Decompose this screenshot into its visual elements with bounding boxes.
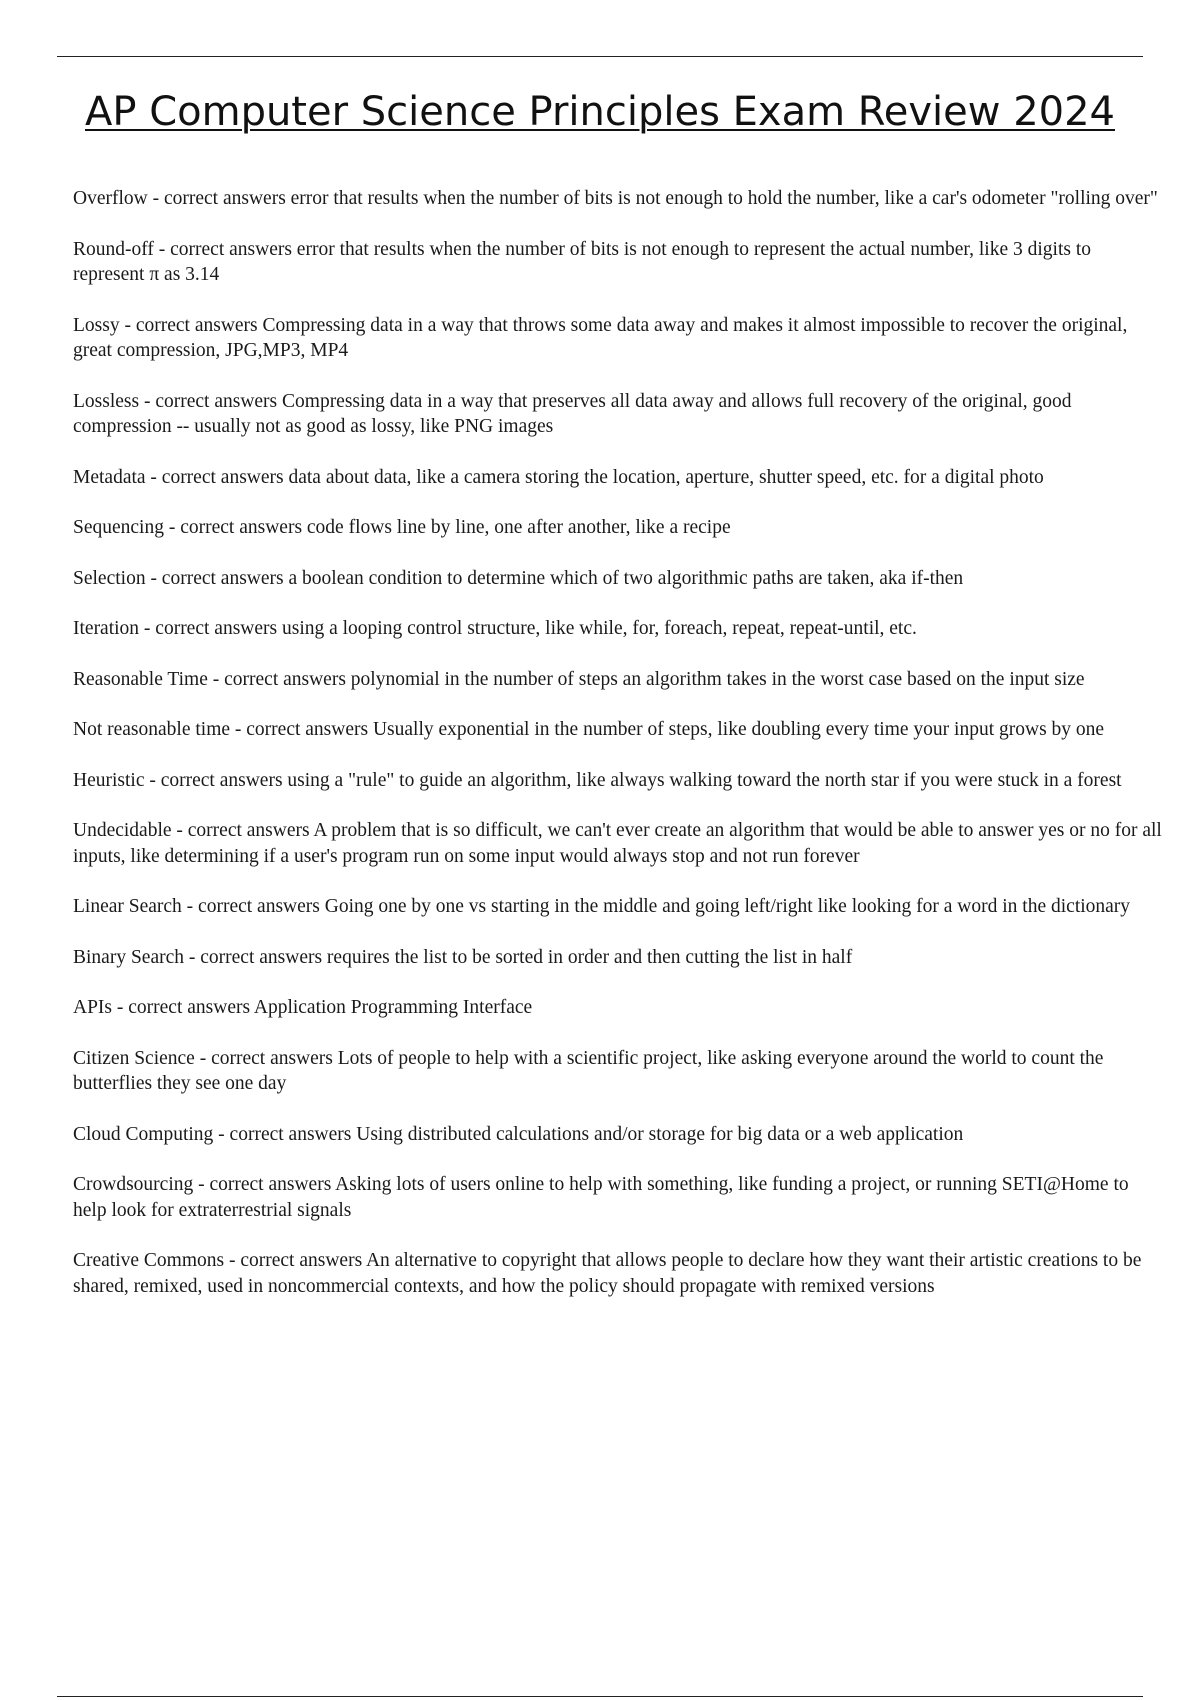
glossary-entry-undecidable: Undecidable - correct answers A problem that is so difficult, we can't ever create an algorithm that would be able to answer yes or no for all inputs, like determining if a user's program run on some input would always stop and not run forever [73, 820, 1162, 867]
glossary-entry-citizen-science: Citizen Science - correct answers Lots of people to help with a scientific project, like asking everyone around the world to count the butterflies they see one day [73, 1047, 1104, 1094]
glossary-entry-apis: APIs - correct answers Application Programming Interface [73, 997, 533, 1018]
bottom-divider [57, 1696, 1143, 1697]
glossary-entry-overflow: Overflow - correct answers error that results when the number of bits is not enough to hold the number, like a car's odometer "rolling over" [73, 188, 1158, 209]
glossary-entry-heuristic: Heuristic - correct answers using a "rule" to guide an algorithm, like always walking toward the north star if you were stuck in a forest [73, 769, 1122, 791]
glossary-entry-reasonable-time: Reasonable Time - correct answers polynomial in the number of steps an algorithm takes in the worst case based on the input size [73, 668, 1085, 690]
glossary-entry-lossless: Lossless - correct answers Compressing data in a way that preserves all data away and allows full recovery of the original, good compression -- usually not as good as lossy, like PNG images [73, 390, 1072, 437]
glossary-entry-round-off: Round-off - correct answers error that results when the number of bits is not enough to represent the actual number, like 3 digits to represent π as 3.14 [73, 238, 1092, 285]
glossary-entry-metadata: Metadata - correct answers data about data, like a camera storing the location, aperture, shutter speed, etc. for a digital photo [73, 466, 1044, 488]
glossary-entry-linear-search: Linear Search - correct answers Going one by one vs starting in the middle and going left/right like looking for a word in the dictionary [73, 896, 1131, 917]
page-title: AP Computer Science Principles Exam Review 2024 [85, 89, 1115, 135]
glossary-entry-sequencing: Sequencing - correct answers code flows line by line, one after another, like a recipe [73, 517, 731, 538]
glossary-entry-lossy: Lossy - correct answers Compressing data in a way that throws some data away and makes it almost impossible to recover the original, great compression, JPG,MP3, MP4 [73, 314, 1128, 361]
glossary-entry-iteration: Iteration - correct answers using a looping control structure, like while, for, foreach, repeat, repeat-until, etc. [73, 618, 917, 639]
glossary-entry-not-reasonable-time: Not reasonable time - correct answers Usually exponential in the number of steps, like doubling every time your input grows by one [73, 719, 1105, 740]
top-divider [57, 56, 1143, 57]
glossary-entry-creative-commons: Creative Commons - correct answers An alternative to copyright that allows people to declare how they want their artistic creations to be shared, remixed, used in noncommercial contexts, and how the policy should propagate with remixed versions [73, 1250, 1142, 1297]
glossary-entry-binary-search: Binary Search - correct answers requires the list to be sorted in order and then cutting the list in half [73, 946, 853, 968]
glossary-entry-selection: Selection - correct answers a boolean condition to determine which of two algorithmic paths are taken, aka if-then [73, 567, 964, 589]
glossary-list [73, 186, 1163, 1324]
glossary-entry-crowdsourcing: Crowdsourcing - correct answers Asking lots of users online to help with something, like funding a project, or running SETI@Home to help look for extraterrestrial signals [73, 1174, 1129, 1221]
glossary-entry-cloud-computing: Cloud Computing - correct answers Using distributed calculations and/or storage for big data or a web application [73, 1123, 964, 1145]
